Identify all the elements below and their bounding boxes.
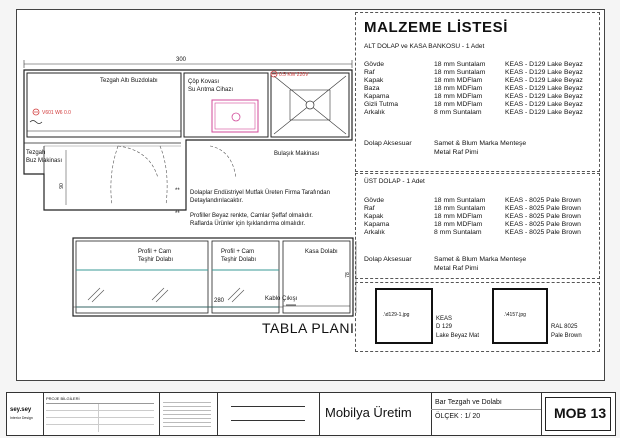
- dimension-bottom: 280: [214, 298, 225, 304]
- cash-cabinet-label: Kasa Dolabı: [305, 249, 338, 255]
- logo-cell: [7, 393, 44, 435]
- note-marker: **: [175, 211, 180, 217]
- scale: ÖLÇEK : 1/ 20: [435, 413, 481, 420]
- project-info-cell: [43, 393, 160, 435]
- accessory-line: Metal Raf Pimi: [434, 265, 479, 272]
- accessory-label: Dolap Aksesuar: [364, 140, 412, 147]
- sheet-number-cell: [541, 393, 615, 435]
- dishwasher-label: Bulaşık Makinası: [274, 151, 320, 157]
- accessory-line: Metal Raf Pimi: [434, 149, 479, 156]
- project-info-title: PROJE BİLGİLERİ: [46, 396, 80, 401]
- dimension-right: 78: [344, 272, 351, 278]
- subject: Mobilya Üretim: [325, 405, 412, 420]
- lower-section-title: ALT DOLAP ve KASA BANKOSU - 1 Adet: [364, 43, 485, 50]
- project-info-grid: [46, 403, 154, 432]
- accessory-label: Dolap Aksesuar: [364, 256, 412, 263]
- title-block: [6, 392, 616, 436]
- display-cabinet-label: Profil + Cam: [138, 249, 172, 255]
- drawing-sheet: 300 Tezgah Altı Buzdolabı Çöp Kovası Su Arıtma Cihazı V601 W6 0.0 0.5 KW 220V Bulaşık Makinası Tezgah Buz Makinası 90 ** Dolaplar Endüstriyel Mutfak Üreten Firma Tarafından Detaylandırılacaktır. ** Profiller Beyaz renkte, Camlar Şeffaf olmalıdır. Raflarda Ürünler için Işıklandırma olmalıdır. Profil + Cam Teşhir Dolabı Profil + Cam Teşhir Dolabı Kasa Dolabı 78 Kablo Çıkışı 280 TABLA PLANI MALZEME LİSTESİ ALT DOLAP ve KASA BANKOSU - 1 Adet Gövde 18 mm Suntalam KEAS - D129 Lake Beyaz Raf 18 mm Suntalam KEAS - D129 Lake Beyaz Kapak 18 mm MDFlam KEAS - D129 Lake Beyaz Baza 18 mm MDFlam KEAS - D129 Lake Beyaz Kapama 18 mm MDFlam KEAS - D129 Lake Beyaz Gizli Tutma 18 mm MDFlam KEAS - D129 Lake Beyaz Arkalık 8 mm Suntalam KEAS - D129 Lake Beyaz Dolap Aksesuar Samet & Blum Marka Menteşe Metal Raf Pimi ÜST DOLAP - 1 Adet Gövde 18 mm Suntalam KEAS - 8025 Pale Brown Raf 18 mm Suntalam KEAS - 8025 Pale Brown Kapak 18 mm MDFlam KEAS - 8025 Pale Brown Kapama 18 mm MDFlam KEAS - 8025 Pale Brown Arkalık 8 mm Suntalam KEAS - 8025 Pale Brown Dolap Aksesuar Samet & Blum Marka Menteşe Metal Raf Pimi .\d129-1.jpg KEAS D 129 Lake Beyaz Mat .\4157.jpg RAL 8025 Pale Brown sey.sey Interior Design PROJE BİLGİLERİ Mobilya Üretim Bar Tezgah ve Dolabı ÖLÇEK : 1/ 20 MOB 13: [0, 0, 620, 438]
- swatch-image-name: .\4157.jpg: [504, 312, 526, 318]
- materials-title: MALZEME LİSTESİ: [364, 19, 508, 36]
- swatch-image: [492, 288, 548, 344]
- signature-cell: [217, 393, 320, 435]
- outlet-label: V601 W6 0.0: [42, 110, 71, 116]
- fridge-label: Tezgah Altı Buzdolabı: [100, 78, 158, 84]
- trash-label: Çöp Kovası: [188, 79, 220, 85]
- swatch-image-name: .\d129-1.jpg: [383, 312, 410, 318]
- upper-section-title: ÜST DOLAP - 1 Adet: [364, 178, 425, 185]
- note-line: Profiller Beyaz renkte, Camlar Şeffaf olmalıdır.: [190, 213, 313, 219]
- display-cabinet-label: Profil + Cam: [221, 249, 255, 255]
- drawing-info-cell: [431, 393, 542, 435]
- swatch-label: Pale Brown: [551, 333, 582, 339]
- drawing-name: Bar Tezgah ve Dolabı: [435, 399, 502, 406]
- outlet-label: 0.5 KW 220V: [279, 72, 309, 78]
- dimension-left: 90: [58, 183, 65, 189]
- note-marker: **: [175, 188, 180, 194]
- display-cabinet-label: Teşhir Dolabı: [221, 257, 257, 263]
- note-line: Raflarda Ürünler için Işıklandırma olmalıdır.: [190, 221, 306, 227]
- cable-exit-label: Kablo Çıkışı: [265, 296, 298, 302]
- swatch-label: D 129: [436, 324, 453, 330]
- lower-material-box: [355, 12, 600, 172]
- plan-title: TABLA PLANI: [262, 320, 355, 336]
- notes-lines: [163, 399, 211, 429]
- sheet-number: MOB 13: [554, 405, 607, 421]
- note-line: Dolaplar Endüstriyel Mutfak Üreten Firma Tarafından: [190, 190, 330, 196]
- water-purifier-label: Su Arıtma Cihazı: [188, 87, 234, 93]
- subject-cell: [319, 393, 432, 435]
- outlet-icon: [30, 109, 42, 124]
- accessory-line: Samet & Blum Marka Menteşe: [434, 140, 527, 147]
- swatch-label: RAL 8025: [551, 324, 578, 330]
- display-cabinet-label: Teşhir Dolabı: [138, 257, 174, 263]
- ice-machine-label-2: Buz Makinası: [26, 158, 63, 164]
- logo: sey.sey: [10, 407, 32, 413]
- note-line: Detaylandırılacaktır.: [190, 198, 244, 204]
- ice-machine-label-1: Tezgah: [26, 150, 46, 156]
- dimension-top: 300: [176, 57, 187, 63]
- swatch-label: KEAS: [436, 316, 453, 322]
- swatch-image: [375, 288, 433, 344]
- logo-subtitle: Interior Design: [10, 416, 33, 420]
- accessory-line: Samet & Blum Marka Menteşe: [434, 256, 527, 263]
- notes-cell: [159, 393, 218, 435]
- swatch-label: Lake Beyaz Mat: [436, 333, 480, 339]
